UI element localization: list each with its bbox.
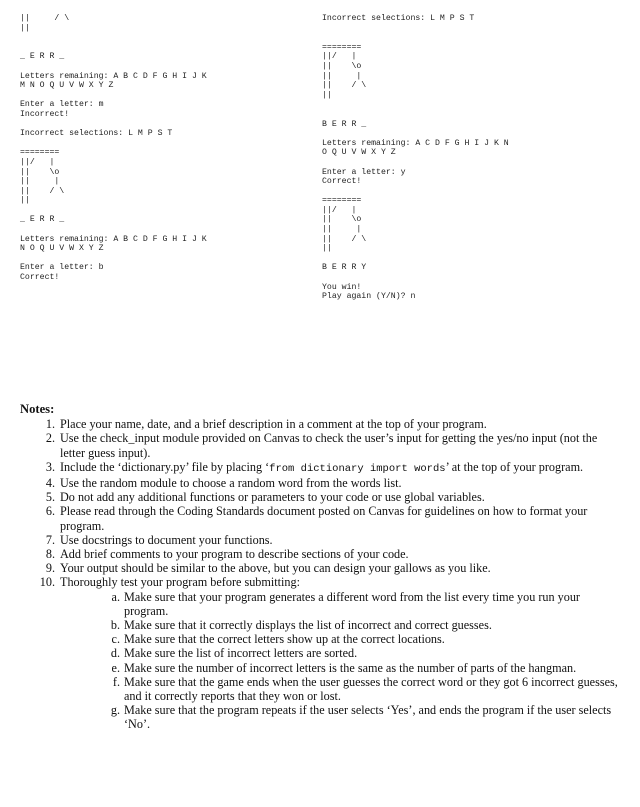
- incorrect-selections: Incorrect selections: L M P S T: [20, 129, 173, 139]
- note-text: Your output should be similar to the above, but you can design your gallows as you like.: [60, 561, 491, 576]
- sub-note-text: Make sure that the game ends when the user guesses the correct word or they got 6 incorrect guesses, and it correctly reports that they won or lost.: [124, 674, 618, 704]
- letters-remaining: Letters remaining: A C D F G H I J K N O Q U V W X Y Z: [322, 138, 509, 158]
- note-item: [20, 460, 620, 476]
- sub-note-letter: g.: [110, 703, 120, 718]
- sub-note-text: Make sure the number of incorrect letters is the same as the number of parts of the hangman.: [124, 660, 577, 675]
- note-text-part: ’ at the top of your program.: [445, 459, 584, 474]
- final-word: B E R R Y: [322, 263, 367, 273]
- sub-note-item: [20, 632, 620, 646]
- note-number: 4.: [45, 476, 55, 491]
- sub-note-item: [20, 675, 620, 703]
- sub-note-text: Make sure the list of incorrect letters are sorted.: [124, 646, 358, 661]
- sub-note-letter: e.: [111, 660, 120, 675]
- sub-note-item: [20, 590, 620, 618]
- console-output-right: [322, 14, 632, 302]
- note-number: 8.: [45, 547, 55, 562]
- incorrect-selections: Incorrect selections: L M P S T: [322, 14, 475, 23]
- sub-note-item: [20, 703, 620, 731]
- import-code-snippet: from dictionary import words: [269, 462, 446, 475]
- note-number: 2.: [45, 431, 55, 446]
- sub-note-letter: d.: [110, 646, 120, 661]
- note-text: Use docstrings to document your functions.: [60, 532, 273, 547]
- note-number: 10.: [39, 575, 55, 590]
- note-text: Thoroughly test your program before submitting:: [60, 575, 300, 590]
- gallows-drawing: ======== ||/ | || \o || | || / \ ||: [20, 148, 65, 206]
- sub-note-text: Make sure that the program repeats if the user selects ‘Yes’, and ends the program if the user selects ‘No’.: [124, 703, 612, 732]
- note-text: Use the random module to choose a random word from the words list.: [60, 476, 402, 491]
- sub-note-letter: f.: [112, 674, 120, 689]
- note-number: 3.: [45, 459, 55, 474]
- sub-note-text: Make sure that it correctly displays the list of incorrect and correct guesses.: [124, 618, 492, 633]
- guess-result: Correct!: [322, 177, 362, 187]
- win-message: You win!: [322, 282, 362, 292]
- word-display: _ E R R _: [20, 215, 65, 225]
- console-output-left: [20, 14, 310, 283]
- word-display: B E R R _: [322, 119, 367, 129]
- note-text: Please read through the Coding Standards document posted on Canvas for guidelines on how to format your program.: [60, 504, 588, 533]
- note-item: [20, 504, 620, 532]
- note-item: [20, 575, 620, 589]
- note-number: 6.: [45, 504, 55, 519]
- note-text: Use the check_input module provided on Canvas to check the user’s input for getting the yes/no input (not the letter guess input).: [60, 431, 598, 460]
- note-text: Do not add any additional functions or parameters to your code or use global variables.: [60, 490, 485, 505]
- guess-result: Correct!: [20, 273, 60, 283]
- note-text-part: Include the ‘dictionary.py’ file by placing ‘: [60, 459, 270, 474]
- letters-remaining: Letters remaining: A B C D F G H I J K N O Q U V W X Y Z: [20, 234, 207, 254]
- sub-note-item: [20, 646, 620, 660]
- note-item: [20, 533, 620, 547]
- notes-section: [20, 402, 620, 732]
- letters-remaining: Letters remaining: A B C D F G H I J K M N O Q U V W X Y Z: [20, 71, 207, 91]
- note-text: Place your name, date, and a brief description in a comment at the top of your program.: [60, 417, 487, 432]
- sub-note-letter: a.: [111, 589, 120, 604]
- note-item: [20, 490, 620, 504]
- guess-result: Incorrect!: [20, 109, 70, 119]
- sub-note-letter: c.: [111, 632, 120, 647]
- note-text: Add brief comments to your program to describe sections of your code.: [60, 547, 409, 562]
- note-number: 5.: [45, 490, 55, 505]
- note-text: [60, 460, 583, 474]
- input-prompt: Enter a letter: b: [20, 263, 104, 273]
- sub-note-text: Make sure that the correct letters show up at the correct locations.: [124, 632, 445, 647]
- note-item: [20, 547, 620, 561]
- sub-note-text: Make sure that your program generates a different word from the list every time you run your program.: [124, 589, 580, 618]
- notes-heading: Notes:: [20, 402, 55, 416]
- note-item: [20, 476, 620, 490]
- note-item: [20, 561, 620, 575]
- play-again-prompt: Play again (Y/N)? n: [322, 292, 416, 302]
- word-display: _ E R R _: [20, 52, 65, 62]
- note-number: 1.: [45, 417, 55, 432]
- input-prompt: Enter a letter: y: [322, 167, 406, 177]
- input-prompt: Enter a letter: m: [20, 100, 104, 110]
- note-item: [20, 431, 620, 459]
- sub-note-item: [20, 661, 620, 675]
- note-number: 7.: [45, 532, 55, 547]
- sub-note-item: [20, 618, 620, 632]
- note-item: [20, 417, 620, 431]
- note-number: 9.: [45, 561, 55, 576]
- gallows-drawing: ======== ||/ | || \o || | || / \ ||: [322, 196, 367, 254]
- gallows-drawing: ======== ||/ | || \o || | || / \ ||: [322, 42, 367, 100]
- gallows-tail: || / \ ||: [20, 14, 70, 33]
- sub-note-letter: b.: [110, 618, 120, 633]
